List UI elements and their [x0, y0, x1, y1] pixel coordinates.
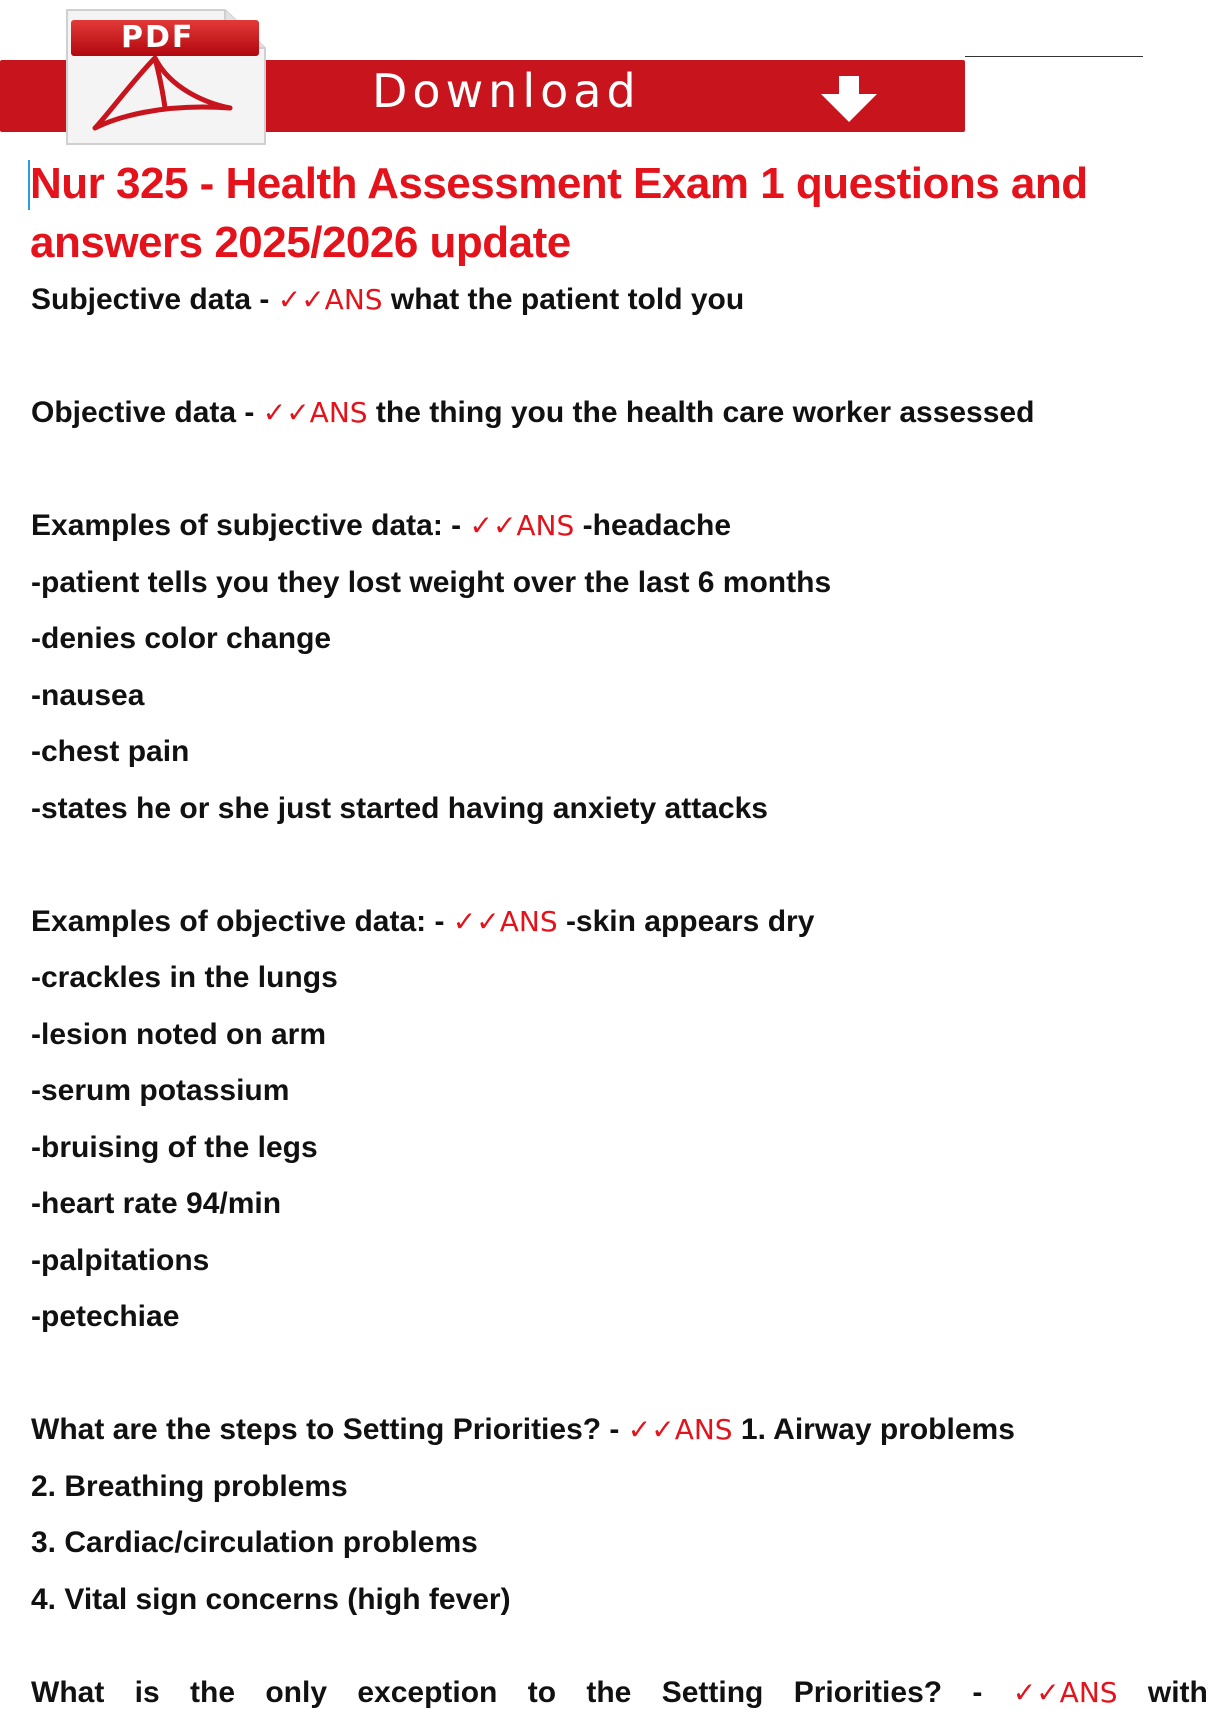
- qa-answer-line: -bruising of the legs: [31, 1130, 318, 1164]
- qa-answer-line: -lesion noted on arm: [31, 1017, 327, 1051]
- document-body: [31, 272, 1181, 1628]
- blank-line: [31, 837, 1181, 894]
- ans-marker: ✓✓ANS: [469, 509, 575, 542]
- pdf-label: PDF: [71, 20, 259, 56]
- qa-question: Examples of objective data: -: [31, 904, 445, 938]
- qa-question: What is the only exception to the Setting Priorities? -: [31, 1676, 983, 1709]
- qa-answer: -headache: [582, 509, 732, 542]
- qa-line: [31, 385, 1181, 442]
- qa-answer-line: -serum potassium: [31, 1074, 290, 1107]
- blank-line: [31, 442, 1181, 499]
- qa-answer-line: -heart rate 94/min: [31, 1187, 282, 1220]
- qa-answer: what the patient told you: [390, 283, 745, 316]
- qa-answer: -skin appears dry: [565, 904, 815, 938]
- blank-line: [31, 1346, 1181, 1403]
- pdf-document-icon[interactable]: [65, 8, 267, 146]
- qa-answer-line: -crackles in the lungs: [31, 961, 338, 994]
- qa-answer-line: -petechiae: [31, 1300, 180, 1333]
- qa-answer-line: -patient tells you they lost weight over the last 6 months: [31, 565, 832, 599]
- qa-line: [31, 894, 1181, 951]
- qa-answer-line: -chest pain: [31, 735, 190, 768]
- qa-answer-line: 2. Breathing problems: [31, 1469, 348, 1503]
- qa-question: Objective data -: [31, 396, 255, 429]
- ans-marker: ✓✓ANS: [627, 1413, 733, 1446]
- qa-question: Examples of subjective data: -: [31, 509, 462, 542]
- ans-marker: ✓✓ANS: [277, 283, 383, 316]
- qa-line: [31, 498, 1181, 555]
- qa-question: What are the steps to Setting Priorities? -: [31, 1413, 620, 1446]
- qa-line: [31, 272, 1181, 329]
- qa-answer-line: 3. Cardiac/circulation problems: [31, 1526, 478, 1559]
- qa-answer: with: [1147, 1676, 1208, 1709]
- qa-answer-line: -states he or she just started having anxiety attacks: [31, 791, 768, 825]
- qa-line: [31, 1402, 1181, 1459]
- qa-answer-line: 4. Vital sign concerns (high fever): [31, 1582, 511, 1616]
- cut-off-line: [31, 1676, 1211, 1710]
- qa-answer-line: -palpitations: [31, 1243, 210, 1277]
- qa-answer: 1. Airway problems: [740, 1413, 1015, 1446]
- qa-answer: the thing you the health care worker assessed: [375, 396, 1035, 429]
- qa-question: Subjective data -: [31, 283, 270, 316]
- title-line-2: answers 2025/2026 update: [30, 218, 571, 267]
- ans-marker: ✓✓ANS: [262, 396, 368, 429]
- download-label[interactable]: Download: [372, 64, 641, 118]
- document-title: [30, 154, 1150, 272]
- qa-answer-line: -denies color change: [31, 622, 332, 655]
- ans-marker: ✓✓ANS: [452, 904, 558, 938]
- blank-line: [31, 329, 1181, 386]
- top-divider-line: [965, 56, 1143, 57]
- download-arrow-icon[interactable]: [817, 76, 881, 122]
- qa-answer-line: -nausea: [31, 678, 145, 712]
- title-line-1: Nur 325 - Health Assessment Exam 1 questions and: [30, 159, 1088, 208]
- ans-marker: ✓✓ANS: [1012, 1676, 1118, 1709]
